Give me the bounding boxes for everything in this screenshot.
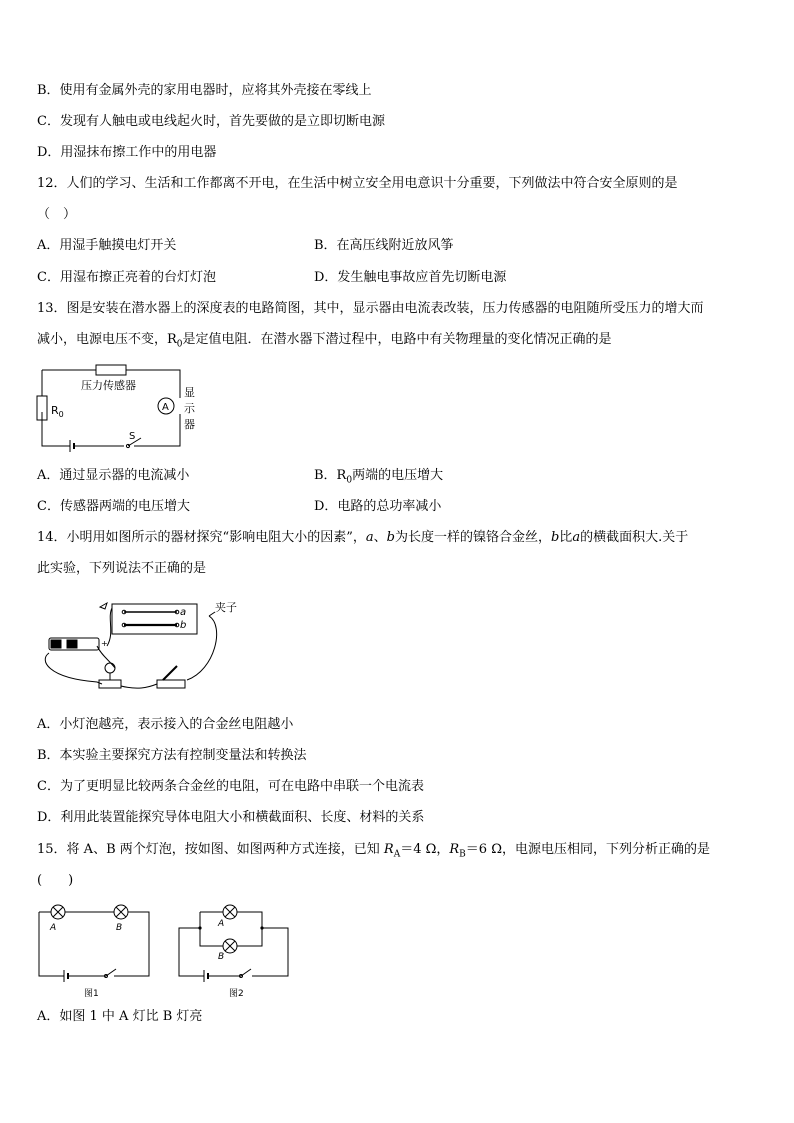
option-11-b: B．使用有金属外壳的家用电器时，应将其外壳接在零线上 (37, 83, 372, 98)
option-14-d: D．利用此装置能探究导体电阻大小和横截面积、长度、材料的关系 (37, 810, 425, 825)
fig2-label-b: B (218, 952, 225, 962)
option-12-b: B．在高压线附近放风筝 (314, 238, 454, 253)
switch-lever (163, 666, 177, 680)
option-13-c: C．传感器两端的电压增大 (37, 499, 190, 514)
fig2-switch (241, 969, 251, 976)
option-12-c: C．用湿布擦正亮着的台灯灯泡 (37, 270, 216, 285)
display-label-3: 器 (184, 418, 195, 431)
question-13-stem-2: 减小，电源电压不变，$R_0$是定值电阻．在潜水器下潜过程中，电路中有关物理量的变化情况正确的是 (37, 332, 612, 350)
light-bulb (105, 663, 115, 673)
question-13-stem: 13．图是安装在潜水器上的深度表的电路简图，其中，显示器由电流表改装，压力传感器的电阻随所受压力的增大而 (37, 301, 704, 316)
option-14-b: B．本实验主要探究方法有控制变量法和转换法 (37, 748, 307, 763)
switch-label: S (129, 431, 136, 442)
fig1-switch (106, 969, 116, 976)
option-13-b: B．$R_0$两端的电压增大 (314, 468, 444, 486)
series-parallel-circuit-diagrams (36, 900, 296, 1000)
question-14-stem: 14．小明用如图所示的器材探究“影响电阻大小的因素”，a、b为长度一样的镍铬合金丝，b比a的横截面积大.关于 (37, 530, 689, 545)
question-15-stem: 15．将 A、B 两个灯泡，按如图、如图两种方式连接，已知 $R_A=4$ Ω，$R_B=6$ Ω，电源电压相同，下列分析正确的是 (37, 842, 710, 860)
option-14-a: A．小灯泡越亮，表示接入的合金丝电阻越小 (37, 717, 294, 732)
option-13-d: D．电路的总功率减小 (314, 499, 442, 514)
wire-a-label: a (180, 607, 187, 618)
bulb-base (99, 680, 121, 688)
option-12-a: A．用湿手触摸电灯开关 (37, 238, 177, 253)
option-11-d: D．用湿抹布擦工作中的用电器 (37, 145, 217, 160)
sensor-label: 压力传感器 (81, 379, 136, 392)
depth-gauge-circuit-diagram (36, 358, 206, 458)
option-15-a: A．如图 1 中 A 灯比 B 灯亮 (37, 1009, 203, 1024)
option-12-d: D．发生触电事故应首先切断电源 (314, 270, 507, 285)
r0-label: $R_0$ (51, 404, 64, 419)
question-15-blank: ( ) (37, 873, 74, 888)
display-label-2: 示 (184, 402, 195, 415)
fig2-caption: 图2 (229, 989, 244, 999)
pressure-sensor-resistor (96, 365, 126, 375)
display-label-1: 显 (184, 386, 195, 399)
question-12-blank: （ ） (37, 207, 77, 222)
ammeter-label: A (162, 402, 169, 413)
fig1-label-a: A (50, 923, 57, 933)
question-12-stem: 12．人们的学习、生活和工作都离不开电，在生活中树立安全用电意识十分重要，下列做法中符合安全原则的是 (37, 176, 678, 191)
plus-label: + (101, 639, 108, 648)
option-14-c: C．为了更明显比较两条合金丝的电阻，可在电路中串联一个电流表 (37, 779, 424, 794)
fig1-caption: 图1 (84, 989, 99, 999)
wire-b-label: b (180, 620, 187, 631)
option-11-c: C．发现有人触电或电线起火时，首先要做的是立即切断电源 (37, 114, 385, 129)
option-13-a: A．通过显示器的电流减小 (37, 468, 190, 483)
clip-label: 夹子 (215, 601, 237, 614)
switch-base (157, 680, 185, 688)
fig1-label-b: B (116, 923, 123, 933)
fig2-label-a: A (218, 919, 225, 929)
resistance-experiment-diagram (37, 598, 247, 698)
question-14-stem-2: 此实验，下列说法不正确的是 (37, 561, 207, 576)
